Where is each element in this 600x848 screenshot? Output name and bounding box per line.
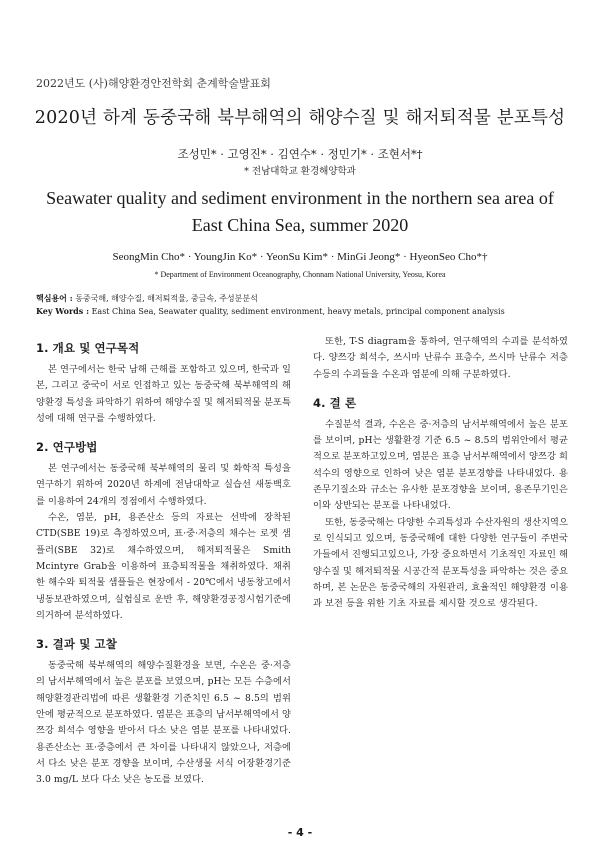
english-keywords-text: East China Sea, Seawater quality, sediment environment, heavy metals, principal component analysis — [91, 307, 505, 316]
korean-keywords-label: 핵심용어 : — [36, 293, 73, 303]
english-keywords — [36, 305, 505, 318]
english-title: Seawater quality and sediment environment in the northern sea area of East China Sea, summer 2020 — [46, 188, 554, 235]
section-2-paragraph-2: 수온, 염분, pH, 용존산소 등의 자료는 선박에 장착된 CTD(SBE 19)로 측정하였으며, 표·중·저층의 채수는 로젯 샘플러(SBE 32)로 채수하였으며, 해저퇴적물은 Smith Mcintyre Grab을 이용하여 표층퇴적물을 채취하였다. 채취한 해수와 퇴적물 샘플들은 현장에서 - 20℃에서 냉동창고에서 냉동보관하였으며, 실험실로 운반 후, 해양환경공정시험기준에 의거하여 분석하였다. — [36, 512, 291, 621]
section-4-paragraph-2: 또한, 동중국해는 다양한 수괴특성과 수산자원의 생산지역으로 인식되고 있으며, 동중국해에 대한 다양한 연구들이 주변국가들에서 진행되고있으나, 가장 중요하면서 기초적인 자료인 해양수질 및 해저퇴적물 시공간적 분포특성을 파악하는 것은 중요하며, 본 논문은 동중국해의 자원관리, 효율적인 해양환경 이용과 보전 등을 위한 기초 자료를 제시할 것으로 생각된다. — [313, 516, 568, 610]
section-2-paragraph-1: 본 연구에서는 동중국해 북부해역의 물리 및 화학적 특성을 연구하기 위하여 2020년 하계에 전남대학교 실습선 새동백호를 이용하여 24개의 정점에서 수행하였다. — [36, 463, 291, 507]
english-authors: SeongMin Cho* · YoungJin Ko* · YeonSu Kim* · MinGi Jeong* · HyeonSeo Cho*† — [112, 251, 488, 263]
section-3-heading: 3. 결과 및 고찰 — [36, 637, 117, 652]
section-2-heading: 2. 연구방법 — [36, 440, 98, 455]
right-column — [313, 334, 568, 612]
korean-title: 2020년 하계 동중국해 북부해역의 해양수질 및 해저퇴적물 분포특성 — [34, 108, 566, 128]
english-affiliation: * Department of Environment Oceanography, Chonnam National University, Yeosu, Korea — [154, 270, 446, 279]
section-4-heading: 4. 결 론 — [313, 395, 357, 410]
section-1-paragraph: 본 연구에서는 한국 남해 근해를 포함하고 있으며, 한국과 일본, 그리고 중국이 서로 인접하고 있는 동중국해 북부해역의 해양환경 특성을 파악하기 위하여 해양수질 및 해저퇴적물 분포특성에 대해 연구를 수행하였다. — [36, 364, 291, 424]
korean-keywords — [36, 292, 258, 305]
left-column — [36, 340, 291, 789]
conference-header: 2022년도 (사)해양환경안전학회 춘계학술발표회 — [36, 77, 271, 90]
section-4-paragraph-1: 수질분석 결과, 수온은 중·저층의 남서부해역에서 높은 분포를 보이며, pH는 생활환경 기준 6.5 ~ 8.5의 범위안에서 평균적으로 분포하고있으며, 염분은 표층 남서부해역에서 양쯔강 희석수의 영향으로 인하여 낮은 염분 분포경향를 나타내었다. 용존무기질소와 규소는 유사한 분포경향을 보이며, 용존무기인은 이와 상반되는 분포를 나타내었다. — [313, 418, 568, 512]
page-number: - 4 - — [287, 826, 313, 839]
section-3-paragraph-2: 또한, T-S diagram을 통하여, 연구해역의 수괴를 분석하였다. 양쯔강 희석수, 쓰시마 난류수 표층수, 쓰시마 난류수 저층수등의 수괴들을 수온과 염분에 의해 구분하였다. — [313, 336, 568, 380]
korean-authors: 조성민* · 고영진* · 김연수* · 정민기* · 조현서*† — [177, 147, 423, 161]
section-3-paragraph-1: 동중국해 북부해역의 해양수질환경을 보면, 수온은 중·저층의 남서부해역에서 높은 분포를 보였으며, pH는 모든 수층에서 해양환경관리법에 따른 생활환경 기준치인 6.5 ~ 8.5의 범위안에 평균적으로 분포하였다. 염분은 표층의 남서부해역에서 양쯔강 희석수 영향을 받아서 다소 낮은 염분 분포를 나타내었다. 용존산소는 표·중층에서 큰 차이를 나타내지 않았으나, 저층에서 다소 낮은 분포 경향을 보이며, 수산생물 서식 어장환경기준 3.0 mg/L 보다 다소 낮은 농도를 보였다. — [36, 660, 291, 786]
korean-affiliation: * 전남대학교 환경해양학과 — [244, 166, 356, 177]
english-keywords-label: Key Words : — [36, 306, 90, 316]
section-1-heading: 1. 개요 및 연구목적 — [36, 341, 140, 355]
korean-keywords-text: 동중국해, 해양수질, 해저퇴적물, 중금속, 주성분분석 — [75, 294, 258, 303]
